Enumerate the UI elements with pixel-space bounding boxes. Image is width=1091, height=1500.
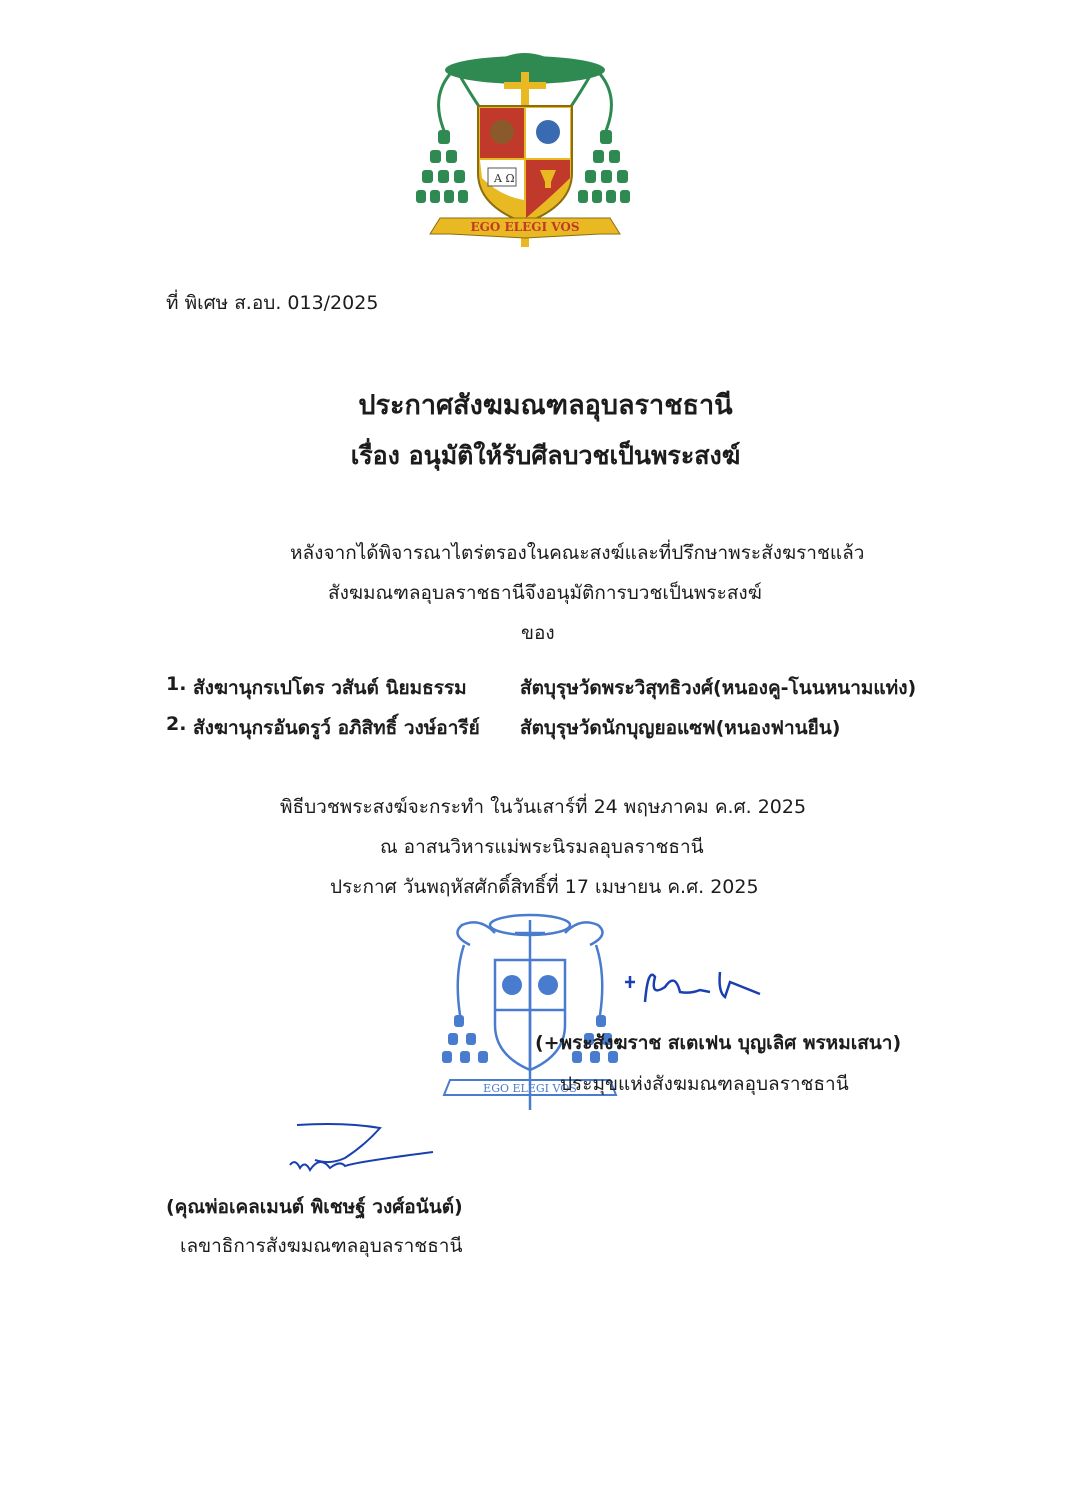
ceremony-line-1: พิธีบวชพระสงฆ์จะกระทำ ในวันเสาร์ที่ 24 พฤษภาคม ค.ศ. 2025 <box>280 796 807 818</box>
secretary-name: (คุณพ่อเคลเมนต์ พิเชษฐ์ วงศ์อนันต์) <box>166 1196 463 1218</box>
candidate-parish: สัตบุรุษวัดนักบุญยอแซฟ(หนองฟานยืน) <box>520 717 841 739</box>
body-line-2: สังฆมณฑลอุบลราชธานีจึงอนุมัติการบวชเป็นพระสงฆ์ <box>328 582 762 604</box>
candidate-name: สังฆานุกรอันดรูว์ อภิสิทธิ์ วงษ์อารีย์ <box>193 717 480 739</box>
svg-text:A Ω: A Ω <box>494 172 515 185</box>
bishop-signature <box>620 962 770 1012</box>
secretary-signature <box>285 1120 435 1180</box>
body-line-1: หลังจากได้พิจารณาไตร่ตรองในคณะสงฆ์และที่ปรึกษาพระสังฆราชแล้ว <box>290 542 865 564</box>
announcement-subject: เรื่อง อนุมัติให้รับศีลบวชเป็นพระสงฆ์ <box>350 441 741 470</box>
bishop-name: (+พระสังฆราช สเตเฟน บุญเลิศ พรหมเสนา) <box>535 1032 902 1054</box>
svg-text:EGO ELEGI VOS: EGO ELEGI VOS <box>470 220 580 234</box>
candidate-parish: สัตบุรุษวัดพระวิสุทธิวงศ์(หนองคู-โนนหนามแท่ง) <box>520 677 917 699</box>
candidate-name: สังฆานุกรเปโตร วสันต์ นิยมธรรม <box>193 677 467 699</box>
coat-of-arms-logo <box>400 38 650 253</box>
announcement-title: ประกาศสังฆมณฑลอุบลราชธานี <box>358 390 733 421</box>
ceremony-line-2: ณ อาสนวิหารแม่พระนิรมลอุบลราชธานี <box>380 836 704 858</box>
ceremony-line-3: ประกาศ วันพฤหัสศักดิ์สิทธิ์ที่ 17 เมษายน ค.ศ. 2025 <box>330 876 759 898</box>
secretary-title: เลขาธิการสังฆมณฑลอุบลราชธานี <box>180 1235 463 1257</box>
candidate-number: 1. <box>166 673 187 695</box>
reference-number: ที่ พิเศษ ส.อบ. 013/2025 <box>166 292 379 314</box>
body-line-3: ของ <box>521 622 555 644</box>
candidate-number: 2. <box>166 713 187 735</box>
svg-text:EGO ELEGI VOS: EGO ELEGI VOS <box>483 1082 577 1095</box>
bishop-title: ประมุขแห่งสังฆมณฑลอุบลราชธานี <box>560 1073 849 1095</box>
